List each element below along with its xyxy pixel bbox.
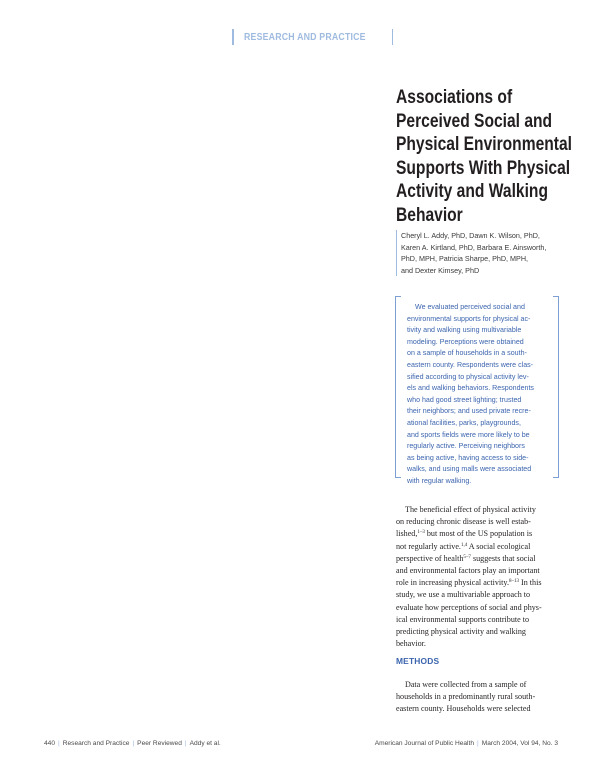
footer-left bbox=[44, 740, 221, 747]
abstract-line: tivity and walking using multivariable bbox=[407, 326, 522, 335]
citation-superscript: 5–7 bbox=[463, 554, 471, 560]
abstract-line: on a sample of households in a south- bbox=[407, 349, 527, 358]
title-line: Activity and Walking bbox=[396, 180, 548, 202]
body-text-span: but most of the US population is bbox=[424, 529, 533, 539]
footer-authors: Addy et al. bbox=[189, 740, 221, 747]
section-label: RESEARCH AND PRACTICE bbox=[243, 31, 366, 43]
body-line: ical environmental supports contribute to bbox=[396, 614, 530, 624]
footer-section: Research and Practice bbox=[62, 740, 130, 747]
abstract-line: their neighbors; and used private recre- bbox=[407, 407, 531, 416]
abstract-line: who had good street lighting; trusted bbox=[407, 395, 522, 404]
footer-separator: | bbox=[184, 740, 187, 747]
abstract-line: ational facilities, parks, playgrounds, bbox=[407, 418, 521, 427]
title-line: Supports With Physical bbox=[396, 156, 571, 179]
author-list bbox=[396, 230, 576, 276]
abstract-line: walks, and using malls were associated bbox=[407, 465, 532, 474]
citation-superscript: 1,4 bbox=[460, 542, 468, 548]
body-line: The beneficial effect of physical activity bbox=[405, 505, 536, 514]
page-number: 440 bbox=[44, 740, 56, 747]
body-line: on reducing chronic disease is well estab- bbox=[396, 517, 531, 527]
abstract-line: We evaluated perceived social and bbox=[415, 303, 525, 311]
footer-review: Peer Reviewed bbox=[137, 740, 182, 747]
abstract-line: regularly active. Perceiving neighbors bbox=[407, 442, 525, 451]
abstract-line: modeling. Perceptions were obtained bbox=[407, 337, 524, 346]
header-right-rule bbox=[392, 29, 394, 45]
body-line: Data were collected from a sample of bbox=[405, 680, 527, 689]
body-text-span: perspective of health bbox=[396, 553, 464, 563]
abstract-left-bracket bbox=[395, 296, 401, 478]
body-text-span: A social ecological bbox=[467, 541, 531, 551]
title-line: Physical Environmental bbox=[396, 133, 572, 155]
body-text-span: In this bbox=[518, 578, 542, 588]
abstract-text bbox=[407, 302, 553, 488]
methods-heading: METHODS bbox=[396, 656, 440, 666]
body-line bbox=[396, 541, 561, 553]
body-line bbox=[396, 528, 561, 540]
footer-separator: | bbox=[477, 740, 479, 747]
author-line: and Dexter Kimsey, PhD bbox=[401, 265, 480, 275]
header-left-rule bbox=[232, 29, 234, 45]
abstract-line: environmental supports for physical ac- bbox=[407, 314, 531, 323]
author-line: Karen A. Kirtland, PhD, Barbara E. Ainsworth, bbox=[401, 242, 547, 252]
footer-right bbox=[375, 740, 558, 747]
body-text-span: suggests that social bbox=[470, 553, 536, 563]
title-line: Behavior bbox=[396, 203, 463, 226]
body-line: households in a predominantly rural south- bbox=[396, 692, 536, 702]
body-line: evaluate how perceptions of social and phys- bbox=[396, 602, 542, 612]
body-line: study, we use a multivariable approach to bbox=[396, 590, 531, 600]
intro-paragraph bbox=[396, 504, 561, 650]
author-line: Cheryl L. Addy, PhD, Dawn K. Wilson, PhD, bbox=[401, 231, 540, 240]
body-line: and environmental factors play an important bbox=[396, 566, 540, 576]
body-line bbox=[396, 553, 561, 565]
abstract-line: with regular walking. bbox=[407, 476, 472, 485]
article-title bbox=[396, 86, 580, 227]
citation-superscript: 8–13 bbox=[508, 579, 519, 585]
title-line: Associations of bbox=[396, 86, 513, 108]
author-line: PhD, MPH, Patricia Sharpe, PhD, MPH, bbox=[401, 254, 529, 264]
section-header bbox=[232, 28, 393, 46]
abstract-line: els and walking behaviors. Respondents bbox=[407, 384, 534, 393]
citation-superscript: 1–3 bbox=[417, 530, 425, 536]
abstract-right-bracket bbox=[553, 296, 559, 478]
methods-paragraph bbox=[396, 679, 561, 716]
body-line bbox=[396, 577, 561, 589]
body-text-span: not regularly active. bbox=[396, 541, 461, 551]
body-line: behavior. bbox=[396, 639, 426, 649]
abstract-line: sified according to physical activity lev- bbox=[407, 372, 529, 381]
journal-name: American Journal of Public Health bbox=[374, 740, 475, 747]
journal-issue: March 2004, Vol 94, No. 3 bbox=[481, 740, 558, 747]
abstract-line: as being active, having access to side- bbox=[407, 453, 529, 462]
abstract-line: eastern county. Respondents were clas- bbox=[407, 360, 534, 369]
body-text-span: role in increasing physical activity. bbox=[396, 578, 509, 588]
abstract-line: and sports fields were more likely to be bbox=[407, 430, 530, 439]
body-line: predicting physical activity and walking bbox=[396, 627, 526, 637]
abstract-box bbox=[395, 296, 559, 485]
body-line: eastern county. Households were selected bbox=[396, 704, 531, 714]
body-text-span: lished, bbox=[396, 529, 418, 539]
title-line: Perceived Social and bbox=[396, 109, 553, 132]
footer-separator: | bbox=[132, 740, 135, 747]
footer-separator: | bbox=[58, 740, 60, 747]
